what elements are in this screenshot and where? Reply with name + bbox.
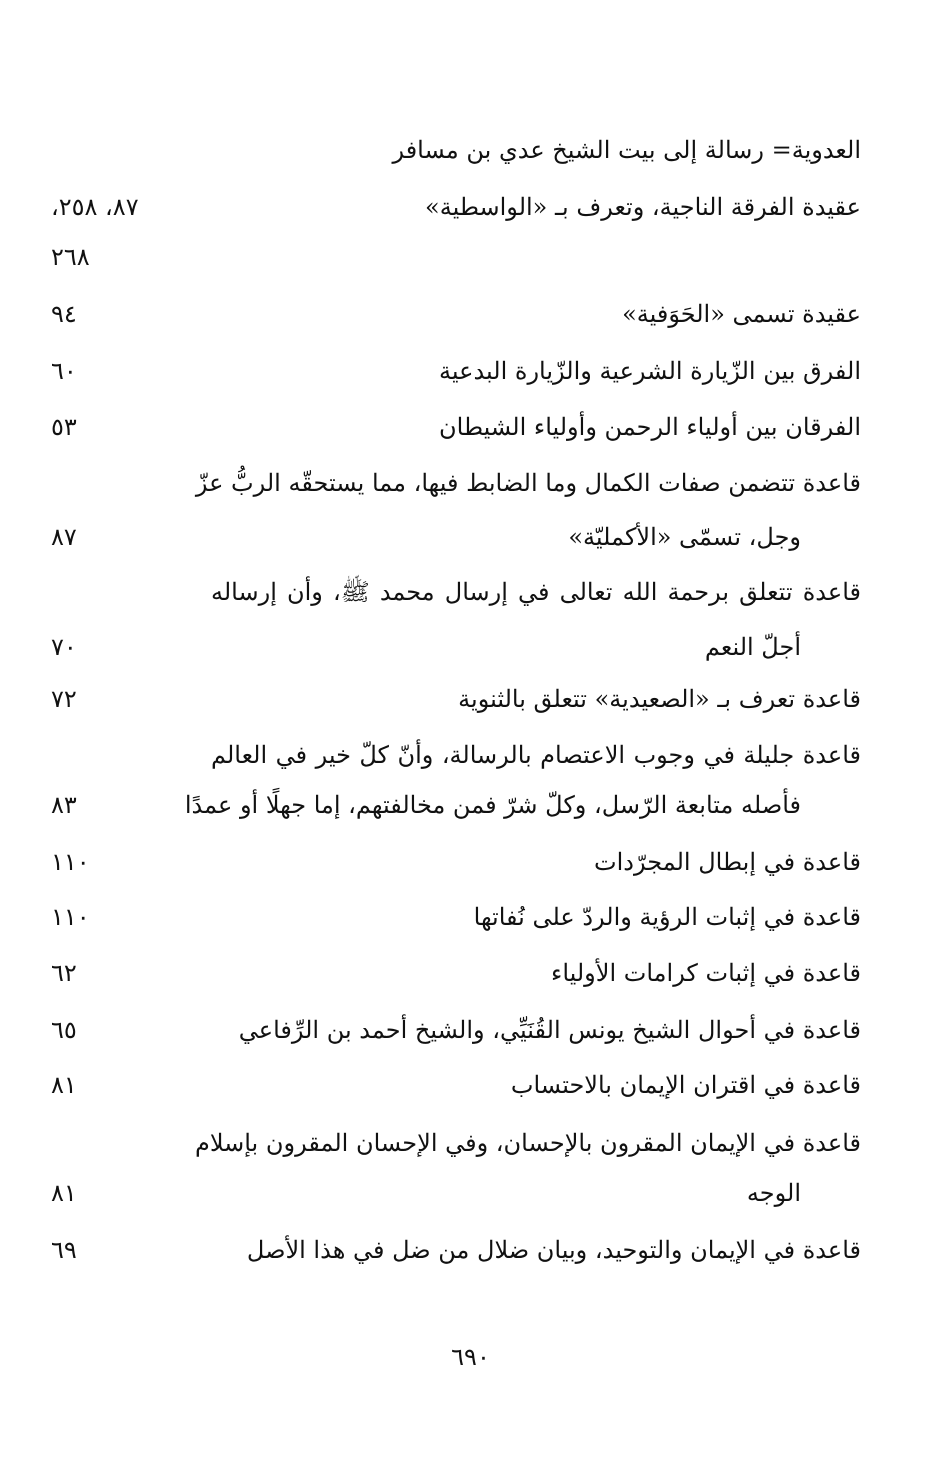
index-entry-title: قاعدة في إثبات الرؤية والردّ على نُفاتها <box>473 903 861 931</box>
index-entry-pages: ٦٠ <box>51 357 77 385</box>
page-number: ٦٩٠ <box>451 1343 490 1371</box>
index-entry-title: الفرقان بين أولياء الرحمن وأولياء الشيطان <box>439 413 861 441</box>
index-entry-pages: ٨٧ <box>51 523 77 551</box>
index-entry-title: الفرق بين الزّيارة الشرعية والزّيارة البدعية <box>439 357 861 385</box>
index-entry-pages: ٧٠ <box>51 633 77 661</box>
index-entry-pages: ٧٢ <box>51 685 77 713</box>
index-entry-pages: ٨٧، ٢٥٨، <box>51 193 139 221</box>
index-entry-title: قاعدة في الإيمان المقرون بالإحسان، وفي الإحسان المقرون بإسلام <box>194 1129 861 1157</box>
index-entry-pages: ٨٣ <box>51 791 77 819</box>
index-entry-pages: ١١٠ <box>51 848 90 876</box>
index-entry-pages: ٥٣ <box>51 413 77 441</box>
index-entry-title: قاعدة تعرف بـ «الصعيدية» تتعلق بالثنوية <box>458 685 861 713</box>
index-entry-title: قاعدة في أحوال الشيخ يونس القُنَيِّي، والشيخ أحمد بن الرِّفاعي <box>238 1016 861 1044</box>
index-entry-pages: ١١٠ <box>51 903 90 931</box>
index-entry-title: قاعدة في الإيمان والتوحيد، وبيان ضلال من ضل في هذا الأصل <box>246 1236 861 1264</box>
index-entry-title: عقيدة تسمى «الحَوَفية» <box>622 300 861 328</box>
index-entry-title-continued: وجل، تسمّى «الأكمليّة» <box>568 523 801 551</box>
index-entry-pages: ٦٩ <box>51 1236 77 1264</box>
index-entry-title: عقيدة الفرقة الناجية، وتعرف بـ «الواسطية» <box>425 193 861 221</box>
index-entry-pages: ٩٤ <box>51 300 77 328</box>
index-entry-title-continued: فأصله متابعة الرّسل، وكلّ شرّ فمن مخالفتهم، إما جهلًا أو عمدًا <box>184 791 801 819</box>
index-entry-title: قاعدة في إبطال المجرّدات <box>594 848 861 876</box>
index-entry-title-continued: الوجه <box>746 1179 801 1207</box>
index-entry-title: العدوية= رسالة إلى بيت الشيخ عدي بن مسافر <box>392 136 861 164</box>
index-entry-title: قاعدة في إثبات كرامات الأولياء <box>551 959 861 987</box>
index-entry-pages: ٦٥ <box>51 1016 77 1044</box>
index-entry-title: قاعدة جليلة في وجوب الاعتصام بالرسالة، وأنّ كلّ خير في العالم <box>211 741 861 769</box>
index-entry-pages: ٨١ <box>51 1071 77 1099</box>
index-entry-pages: ٦٢ <box>51 959 77 987</box>
index-entry-title: قاعدة في اقتران الإيمان بالاحتساب <box>510 1071 861 1099</box>
index-entry-pages-continued: ٢٦٨ <box>51 243 90 271</box>
index-entry-title: قاعدة تتضمن صفات الكمال وما الضابط فيها، مما يستحقّه الربُّ عزّ <box>195 469 861 497</box>
index-entry-pages: ٨١ <box>51 1179 77 1207</box>
index-entry-title-continued: أجلّ النعم <box>704 633 801 661</box>
index-entry-title: قاعدة تتعلق برحمة الله تعالى في إرسال محمد ﷺ، وأن إرساله <box>211 578 861 606</box>
